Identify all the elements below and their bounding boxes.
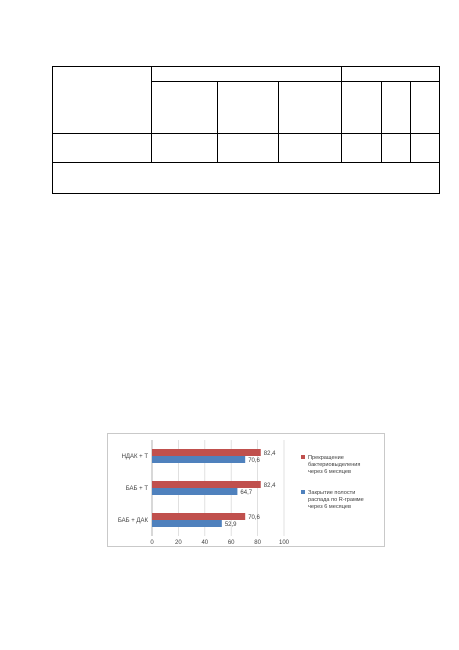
category-label: БАБ + ДАК	[117, 518, 148, 524]
x-tick-label: 40	[201, 540, 209, 546]
legend-swatch	[301, 490, 305, 494]
data-label: 70,6	[248, 515, 260, 521]
x-tick-label: 20	[175, 540, 182, 546]
bar	[152, 520, 222, 527]
data-label: 64,7	[240, 490, 253, 496]
bar-chart	[108, 434, 386, 548]
category-label: НДАК + Т	[121, 454, 148, 460]
legend-entry: Закрытие полости распада по R-грамме через 6 месяцев	[308, 490, 364, 510]
legend-swatch	[301, 455, 305, 459]
bar	[152, 488, 237, 495]
legend-entry: Прекращение бактериовыделения через 6 месяцев	[308, 455, 361, 475]
bar	[152, 513, 245, 520]
data-label: 82,4	[263, 483, 276, 489]
x-tick-label: 0	[150, 540, 154, 546]
bar	[152, 456, 245, 463]
bar	[152, 449, 261, 456]
x-tick-label: 60	[227, 540, 235, 546]
data-label: 82,4	[263, 451, 276, 457]
x-tick-label: 100	[278, 540, 290, 546]
chart-frame	[107, 433, 385, 547]
empty-table	[0, 0, 459, 230]
x-tick-label: 80	[254, 540, 261, 546]
category-label: БАБ + Т	[125, 486, 148, 492]
bars	[152, 449, 261, 527]
bar	[152, 481, 261, 488]
data-label: 70,6	[248, 458, 260, 464]
legend	[301, 455, 364, 510]
data-label: 52,9	[224, 522, 237, 528]
